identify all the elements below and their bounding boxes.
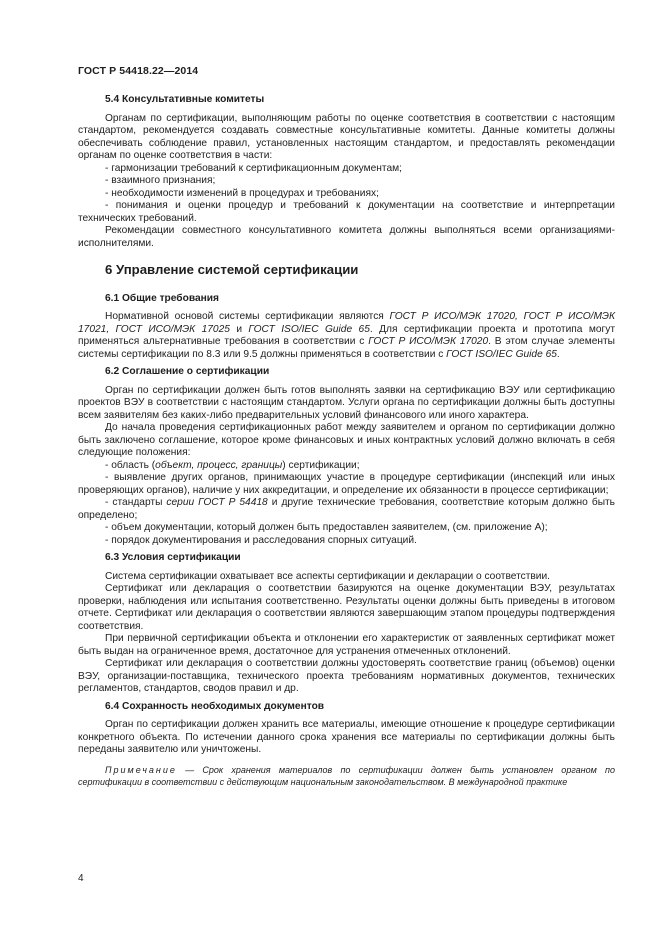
list-item: - необходимости изменений в процедурах и требованиях; xyxy=(105,187,379,199)
list-item: - объем документации, который должен быть предоставлен заявителем, (см. приложение А); xyxy=(105,522,548,533)
paragraph: При первичной сертификации объекта и отклонении его характеристик от заявленных сертификат может быть выдан на ограниченное время, достаточное для устранения отмеченных отклонений. xyxy=(78,633,615,657)
note: Примечание — Срок хранения материалов по сертификации должен быть установлен органом по сертификации в соответствии с действующим национальным законодательством. В международной практике xyxy=(78,764,615,787)
paragraph: Рекомендации совместного консультативного комитета должны выполняться всеми организациями-исполнителями. xyxy=(78,225,615,249)
paragraph: Нормативной основой системы сертификации являются ГОСТ Р ИСО/МЭК 17020, ГОСТ Р ИСО/МЭК 17021, ГОСТ ИСО/МЭК 17025 и ГОСТ ISO/IEC Guide 65. Для сертификации проекта и прототипа могут применяться альтернативные требования в соответствии с ГОСТ Р ИСО/МЭК 17020. В этом случае элементы системы сертификации по 8.3 или 9.5 должны применяться в соответствии с ГОСТ ISO/IEC Guide 65. xyxy=(78,311,616,360)
list-item: - выявление других органов, принимающих участие в процедуре сертификации (инспекций или иных проверяющих органов), наличие у них аккредитации, и определение их обязанности в процессе сертификации; xyxy=(78,472,615,496)
section-6-2-heading: 6.2 Соглашение о сертификации xyxy=(105,366,270,377)
paragraph: Орган по сертификации должен хранить все материалы, имеющие отношение к процедуре сертификации конкретного объекта. По истечении данного срока хранения все материалы по сертификации должны быть переданы заявителю или уничтожены. xyxy=(78,719,615,755)
section-6-4-heading: 6.4 Сохранность необходимых документов xyxy=(105,700,325,712)
note-label: Примечание xyxy=(105,764,177,775)
paragraph: Система сертификации охватывает все аспекты сертификации и декларации о соответствии. xyxy=(105,570,551,582)
paragraph: Сертификат или декларация о соответствии базируются на оценке документации ВЭУ, результатах проверки, наблюдения или испытания соответственно. Результаты оценки должны быть приведены в итоговом отчете. Сертификат или декларация о соответствии являются завершающим этапом процедуры подтверждения соответствия. xyxy=(78,583,615,632)
list-item: - гармонизации требований к сертификационным документам; xyxy=(105,162,402,174)
page-number: 4 xyxy=(78,873,84,884)
section-6-3-heading: 6.3 Условия сертификации xyxy=(105,552,241,563)
paragraph: Сертификат или декларация о соответствии должны удостоверять соответствие границ (объемов) оценки ВЭУ, организации-поставщика, технического проекта требованиям нормативных документов, технических регламентов, стандартов, сводов правил и др. xyxy=(78,658,615,694)
list-item: - порядок документирования и расследования спорных ситуаций. xyxy=(105,534,417,546)
list-item: - стандарты серии ГОСТ Р 54418 и другие технические требования, соответствие которым должно быть определено; xyxy=(78,497,615,521)
list-item: - взаимного признания; xyxy=(105,175,216,186)
paragraph: Органам по сертификации, выполняющим работы по оценке соответствия в соответствии с настоящим стандартом, рекомендуется создавать совместные консультативные комитеты. Данные комитеты должны обеспечивать соблюдение правил, установленных настоящим стандартом, и предоставлять рекомендации органам по оценке соответствия в части: xyxy=(78,112,615,161)
list-item: - понимания и оценки процедур и требований к документации на соответствие и интерпретации технических требований. xyxy=(78,200,615,224)
list-item: - область (объект, процесс, границы) сертификации; xyxy=(105,459,360,471)
paragraph: Орган по сертификации должен быть готов выполнять заявки на сертификацию ВЭУ или сертификацию проектов ВЭУ в соответствии с настоящим стандартом. Услуги органа по сертификации должны быть доступны всем заявителям без каких-либо предварительных условий финансового или иного характера. xyxy=(78,384,615,421)
section-6-heading: 6 Управление системой сертификации xyxy=(105,262,359,277)
section-6-1-heading: 6.1 Общие требования xyxy=(105,292,219,304)
document-header: ГОСТ Р 54418.22—2014 xyxy=(78,65,199,77)
section-5-4-heading: 5.4 Консультативные комитеты xyxy=(105,94,265,105)
paragraph: До начала проведения сертификационных работ между заявителем и органом по сертификации должно быть заключено соглашение, которое кроме финансовых и иных контрактных условий должно включать в себя следующие положения: xyxy=(78,422,615,458)
page-content xyxy=(78,94,615,788)
